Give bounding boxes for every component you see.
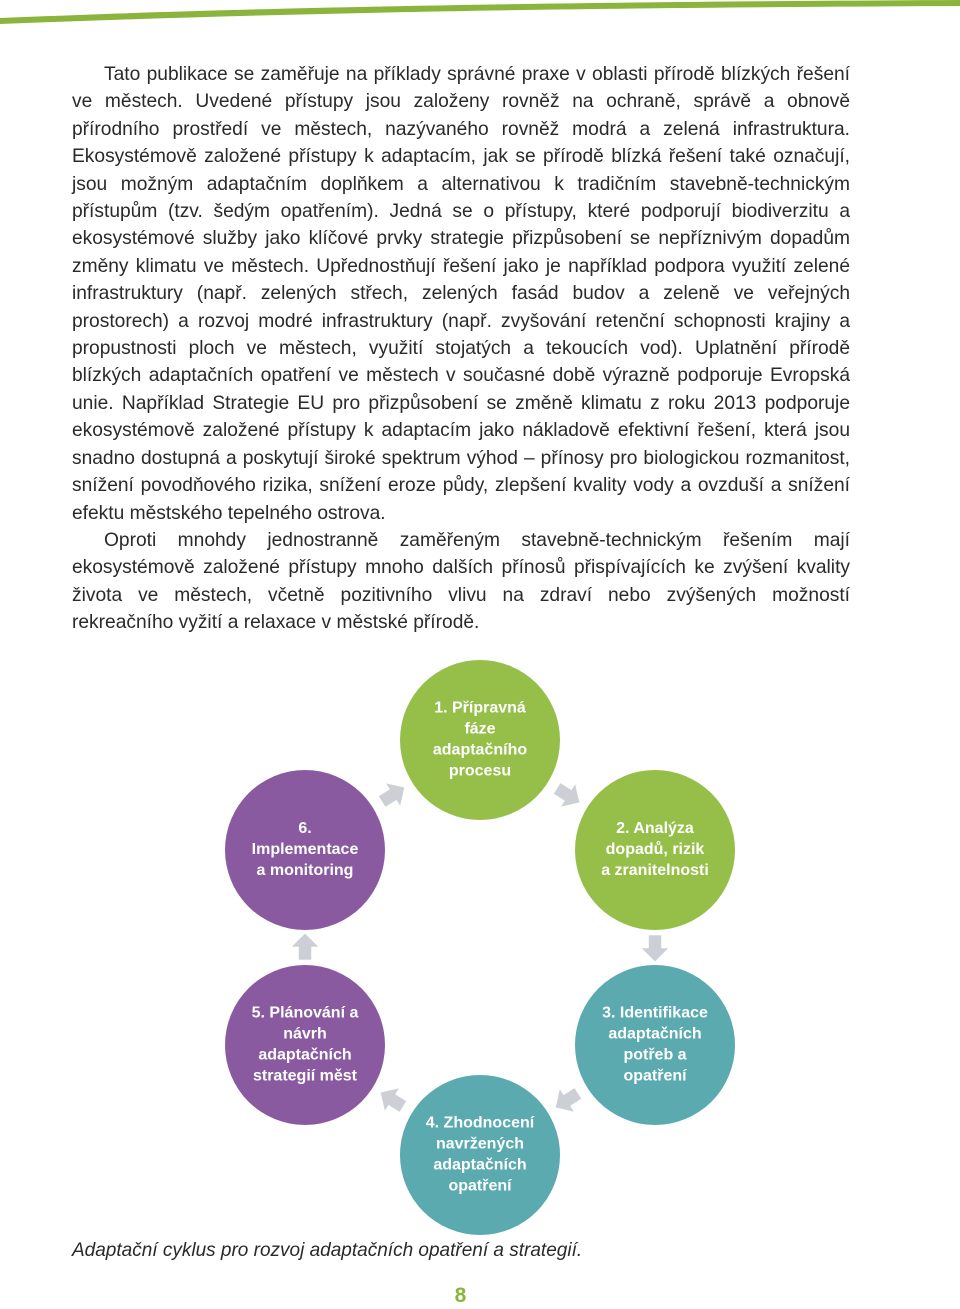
cycle-step-label: navržených bbox=[435, 1135, 525, 1153]
cycle-arrow-icon bbox=[372, 1079, 412, 1119]
cycle-step-label: 3. Identifikace bbox=[602, 1004, 708, 1022]
cycle-step-label: opatření bbox=[448, 1177, 512, 1195]
cycle-step-label: 1. Přípravná bbox=[434, 699, 526, 717]
cycle-step-label: potřeb a bbox=[623, 1046, 687, 1064]
cycle-step-label: 6. bbox=[298, 820, 312, 838]
cycle-step-1 bbox=[400, 660, 560, 820]
body-text bbox=[72, 61, 850, 637]
cycle-step-label: adaptačních bbox=[258, 1046, 352, 1064]
cycle-arrow-icon bbox=[640, 935, 670, 963]
cycle-step-label: Implementace bbox=[251, 841, 359, 859]
cycle-arrow-icon bbox=[547, 1080, 587, 1120]
cycle-step-4 bbox=[400, 1075, 560, 1235]
cycle-arrow-icon bbox=[549, 775, 589, 815]
cycle-step-label: fáze bbox=[464, 720, 496, 738]
paragraph-2: Oproti mnohdy jednostranně zaměřeným stavebně-technickým řešením mají ekosystémově založené přístupy mnoho dalších přínosů přispívajících ke zvýšení kvality života ve městech, včetně pozitivního vlivu na zdraví nebo zvýšených možností rekreačního vyžití a relaxace v městské přírodě. bbox=[72, 529, 850, 634]
header-accent-bar bbox=[0, 0, 960, 30]
cycle-step-label: procesu bbox=[448, 762, 512, 780]
cycle-step-label: a monitoring bbox=[256, 862, 354, 880]
cycle-step-label: opatření bbox=[623, 1067, 687, 1085]
cycle-arrow-icon bbox=[290, 933, 320, 961]
cycle-step-label: 4. Zhodnocení bbox=[425, 1114, 535, 1132]
cycle-step-5 bbox=[225, 965, 385, 1125]
cycle-step-label: adaptačních bbox=[608, 1025, 702, 1043]
cycle-step-label: 5. Plánování a bbox=[251, 1004, 359, 1022]
cycle-step-label: návrh bbox=[283, 1025, 327, 1043]
cycle-step-circle bbox=[575, 965, 735, 1125]
adaptation-cycle-diagram bbox=[0, 655, 960, 1235]
figure-caption: Adaptační cyklus pro rozvoj adaptačních opatření a strategií. bbox=[72, 1240, 583, 1261]
cycle-step-label: 2. Analýza bbox=[616, 820, 694, 838]
cycle-step-label: dopadů, rizik bbox=[605, 841, 705, 859]
cycle-step-label: adaptačního bbox=[432, 741, 528, 759]
cycle-step-circle bbox=[400, 660, 560, 820]
cycle-step-2 bbox=[575, 770, 735, 930]
paragraph-1: Tato publikace se zaměřuje na příklady správné praxe v oblasti přírodě blízkých řešení ve městech. Uvedené přístupy jsou založeny rovněž na ochraně, správě a obnově přírodního prostředí ve městech, nazývaného rovněž modrá a zelená infrastruktura. Ekosystémově založené přístupy k adaptacím, jak se přírodě blízká řešení také označují, jsou možným adaptačním doplňkem a alternativou k tradičním stavebně-technickým přístupům (tzv. šedým opatřením). Jedná se o přístupy, které podporují biodiverzitu a ekosystémové služby jako klíčové prvky strategie přizpůsobení se nepříznivým dopadům změny klimatu ve městech. Upřednostňují řešení jako je například podpora využití zelené infrastruktury (např. zelených střech, zelených fasád budov a zeleně ve veřejných prostorech) a rozvoj modré infrastruktury (např. zvyšování retenční schopnosti krajiny a propustnosti ploch ve městech, využití stojatých a tekoucích vod). Uplatnění přírodě blízkých adaptačních opatření ve městech v současné době výrazně podporuje Evropská unie. Například Strategie EU pro přizpůsobení se změně klimatu z roku 2013 podporuje ekosystémově založené přístupy k adaptacím jako nákladově efektivní řešení, která jsou snadno dostupná a poskytují široké spektrum výhod – přínosy pro biologickou rozmanitost, snížení povodňového rizika, snížení eroze půdy, zlepšení kvality vody a ovzduší a snížení efektu městského tepelného ostrova. bbox=[72, 64, 850, 524]
cycle-step-label: a zranitelnosti bbox=[601, 862, 709, 880]
cycle-arrow-icon bbox=[374, 774, 414, 814]
cycle-step-label: strategií měst bbox=[252, 1067, 358, 1085]
cycle-step-circle bbox=[400, 1075, 560, 1235]
cycle-step-3 bbox=[575, 965, 735, 1125]
cycle-step-circle bbox=[225, 965, 385, 1125]
cycle-step-label: adaptačních bbox=[433, 1156, 527, 1174]
cycle-step-6 bbox=[225, 770, 385, 930]
page-number: 8 bbox=[454, 1284, 467, 1307]
